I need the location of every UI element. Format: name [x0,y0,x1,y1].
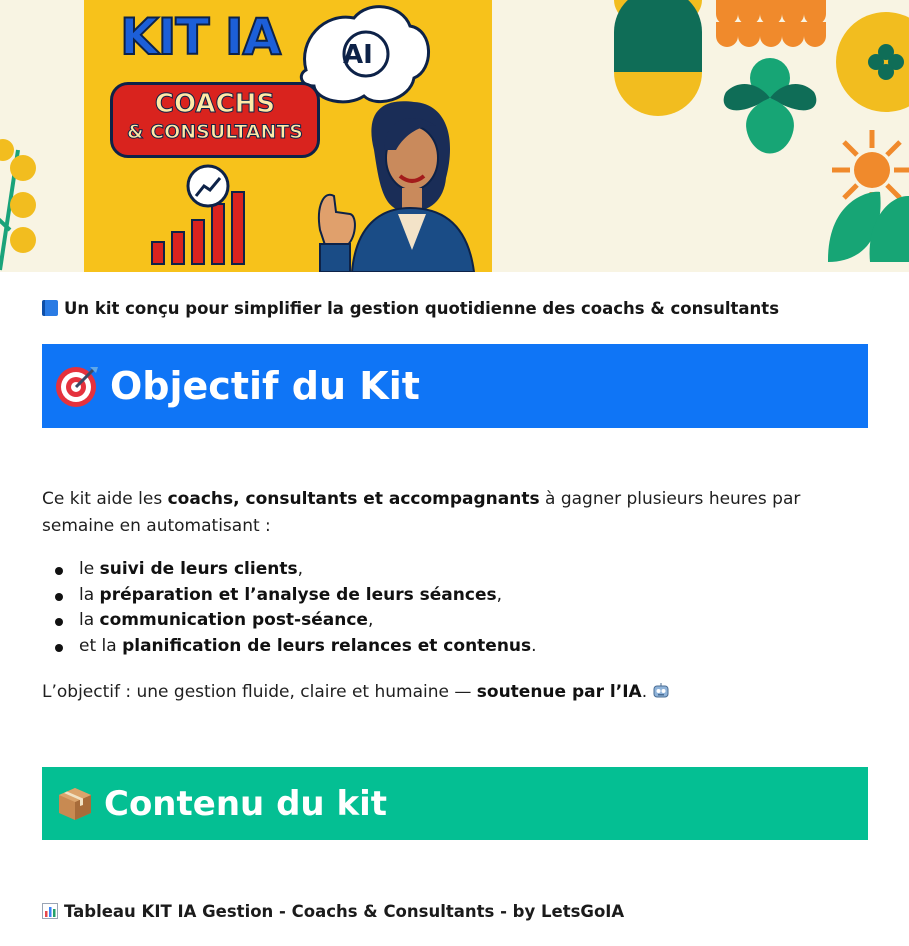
book-icon [42,300,58,316]
list-item [42,634,537,660]
cover-line1: COACHS [154,89,276,119]
list-item [42,608,537,634]
robot-icon [652,681,670,697]
bullet-bold: communication post-séance [99,610,368,630]
p1-text-after: à gagner plusieurs heures par semaine en automatisant : [42,489,801,536]
bullet-bold: planification de leurs relances et contenus [122,635,532,656]
bullet-pre: le [79,559,100,579]
bar-chart-icon [42,903,58,919]
intro-text: Un kit conçu pour simplifier la gestion quotidienne des coachs & consultants [64,299,780,318]
cover-title: KIT IA [120,8,281,66]
list-item [42,557,537,583]
p2-text-bold: soutenue par l’IA [476,682,642,702]
header-banner [0,0,909,272]
section-title-objectif: Objectif du Kit [110,364,420,408]
section-header-contenu [42,767,868,840]
objectif-bullet-list [42,557,537,659]
bullet-post: , [367,610,374,630]
bullet-post: . [531,635,537,656]
bullet-pre: la [79,584,100,605]
bullet-post: , [496,584,503,605]
bullet-pre: la [79,610,100,630]
intro-line [42,299,779,318]
bullet-pre: et la [79,635,123,656]
target-icon [54,363,100,409]
package-icon [56,785,94,823]
section-header-objectif [42,344,868,428]
bullet-bold: préparation et l’analyse de leurs séances [99,584,497,605]
list-item [42,583,537,609]
bullet-bold: suivi de leurs clients [99,559,298,579]
cover-label-box [110,82,320,158]
contenu-item-tableau [42,902,624,921]
section-title-contenu: Contenu du kit [104,783,387,824]
contenu-item-text: Tableau KIT IA Gestion - Coachs & Consultants - by LetsGoIA [64,902,625,921]
cover-line2: & CONSULTANTS [127,121,303,143]
kit-cover-image [84,0,492,272]
p2-text-after: . [641,682,648,702]
p2-text-before: L’objectif : une gestion fluide, claire et humaine — [42,682,477,702]
cover-ai-badge: AI [343,40,373,70]
objectif-paragraph [42,486,862,540]
p1-text-bold: coachs, consultants et accompagnants [167,489,540,509]
objectif-conclusion [42,679,862,706]
p1-text-before: Ce kit aide les [42,489,168,509]
bullet-post: , [297,559,303,579]
